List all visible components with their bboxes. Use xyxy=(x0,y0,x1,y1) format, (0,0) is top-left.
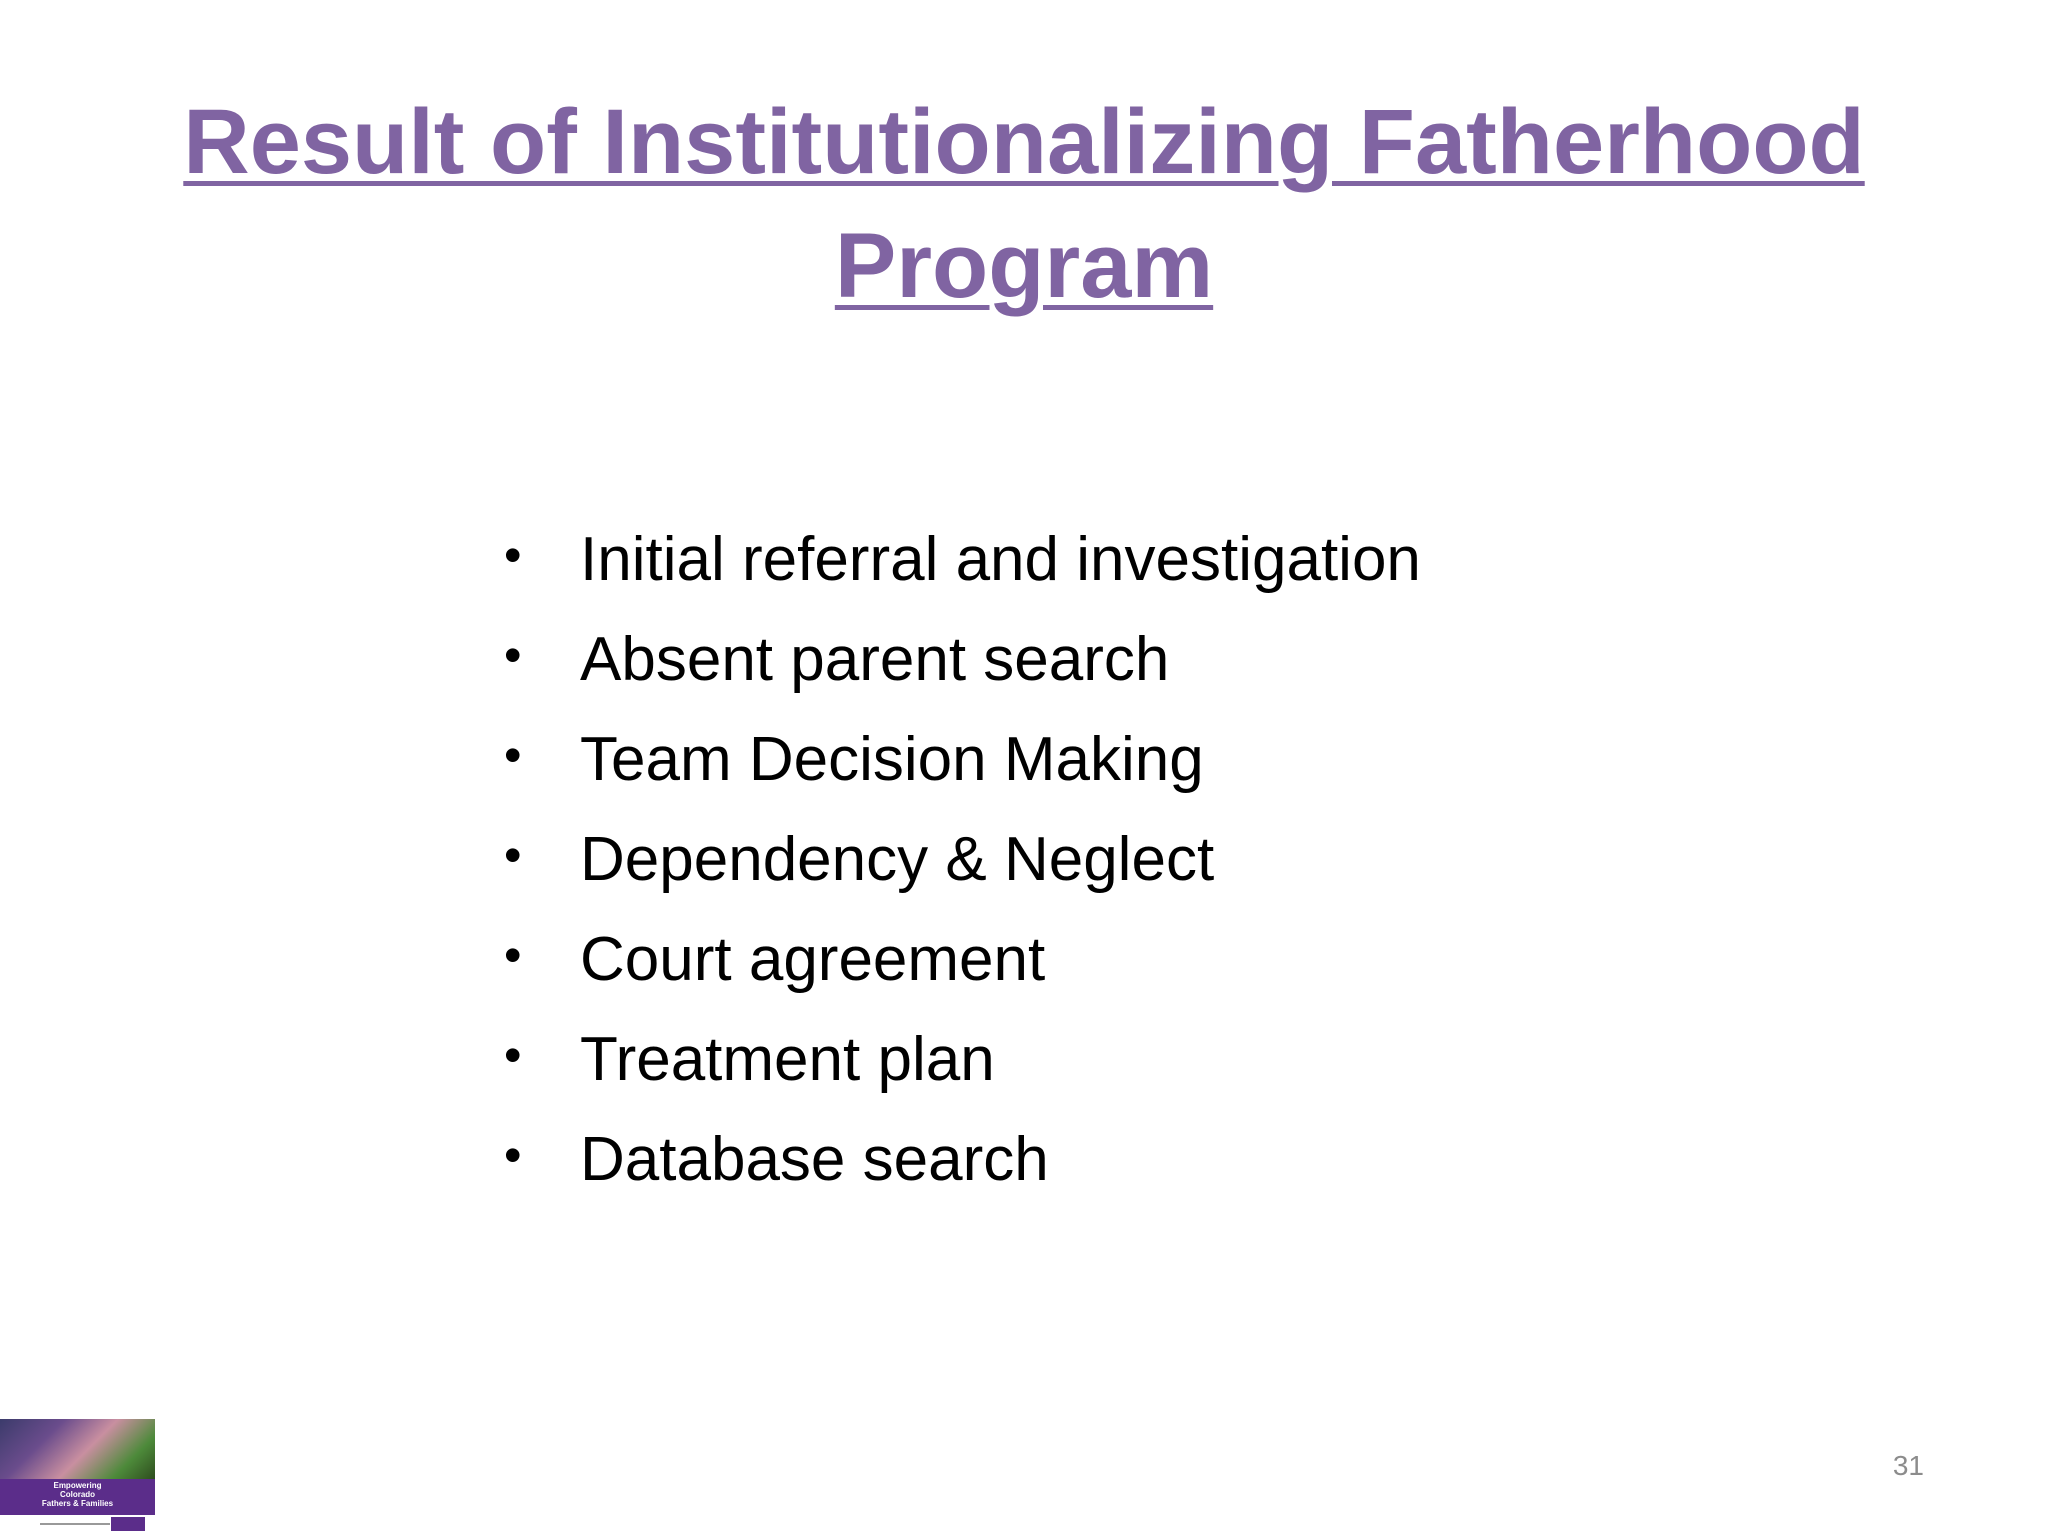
logo-footer-mark xyxy=(111,1517,145,1531)
bullet-list xyxy=(500,510,1421,1210)
bullet-item xyxy=(500,510,1421,610)
logo-line-3: Fathers & Families xyxy=(41,1499,114,1508)
bullet-item xyxy=(500,910,1421,1010)
bullet-text: Court agreement xyxy=(580,925,1046,994)
logo-line-1: Empowering xyxy=(53,1481,102,1490)
bullet-text: Team Decision Making xyxy=(580,725,1204,794)
bullet-text: Database search xyxy=(580,1125,1049,1194)
bullet-icon: • xyxy=(504,927,522,983)
bullet-icon: • xyxy=(504,1027,522,1083)
bullet-item xyxy=(500,710,1421,810)
bullet-icon: • xyxy=(504,627,522,683)
bullet-item xyxy=(500,610,1421,710)
bullet-icon: • xyxy=(504,527,522,583)
bullet-item xyxy=(500,810,1421,910)
logo-text-band xyxy=(0,1479,155,1515)
bullet-icon: • xyxy=(504,827,522,883)
slide-title-line-2: Program xyxy=(834,215,1214,317)
bullet-item xyxy=(500,1010,1421,1110)
bullet-text: Treatment plan xyxy=(580,1025,995,1094)
slide-title-line-1: Result of Institutionalizing Fatherhood xyxy=(183,91,1865,193)
logo-photo xyxy=(0,1419,155,1479)
program-logo-image xyxy=(0,1419,155,1536)
bullet-icon: • xyxy=(504,727,522,783)
logo-footer-line xyxy=(40,1523,110,1525)
bullet-text: Initial referral and investigation xyxy=(580,525,1421,594)
bullet-text: Dependency & Neglect xyxy=(580,825,1215,894)
logo-line-2: Colorado xyxy=(59,1490,96,1499)
logo-footer xyxy=(0,1515,155,1536)
bullet-item xyxy=(500,1110,1421,1210)
bullet-text: Absent parent search xyxy=(580,625,1170,694)
bullet-icon: • xyxy=(504,1127,522,1183)
page-number: 31 xyxy=(1892,1450,1924,1481)
slide-title xyxy=(0,80,2048,328)
